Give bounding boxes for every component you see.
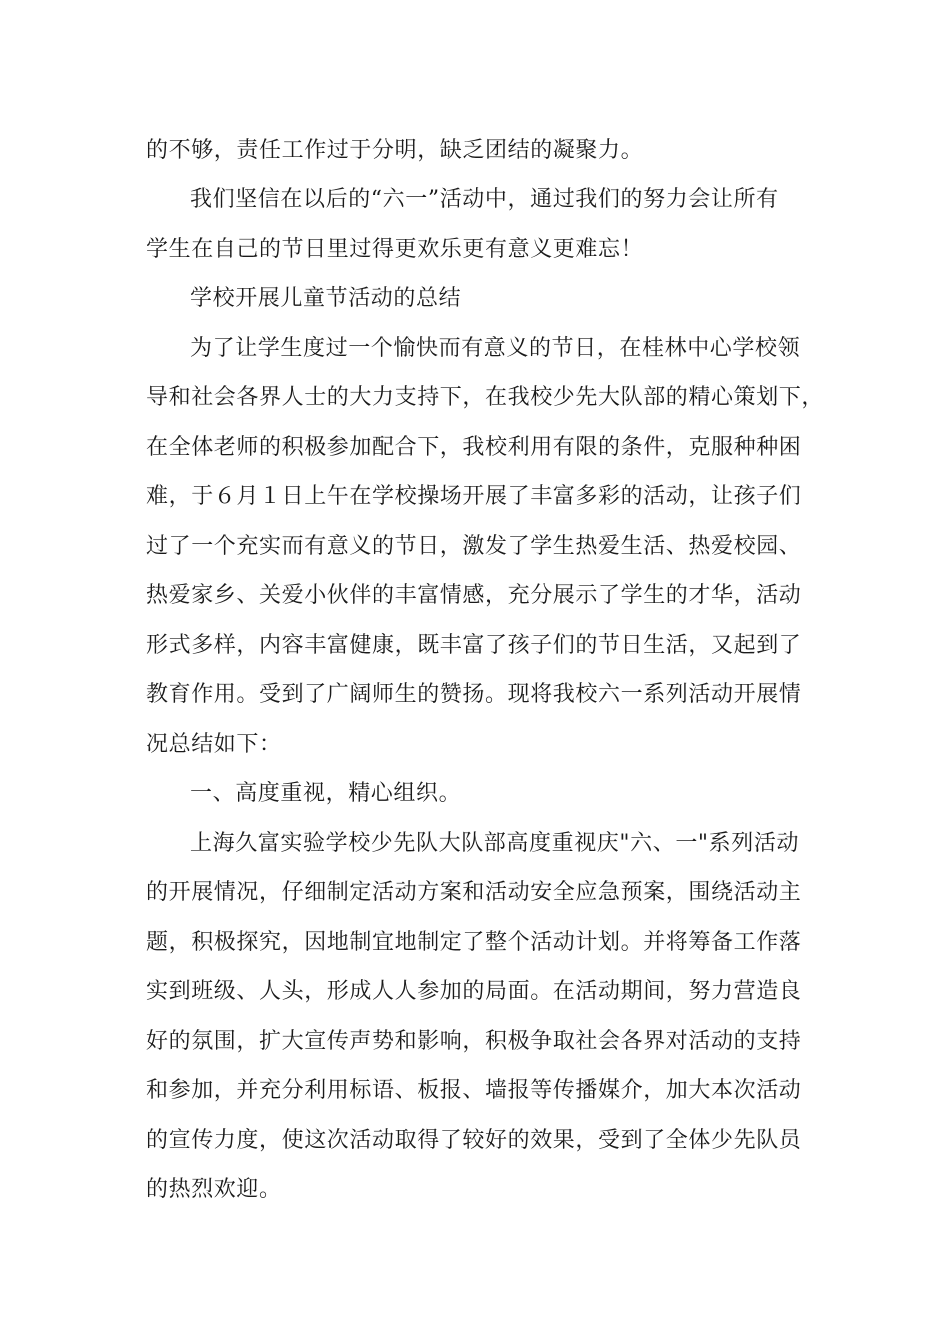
text-line: 导和社会各界人士的大力支持下，在我校少先大队部的精心策划下， [146, 385, 825, 410]
text-line: 实到班级、人头，形成人人参加的局面。在活动期间，努力营造良 [146, 979, 802, 1004]
text-line: 为了让学生度过一个愉快而有意义的节日，在桂林中心学校领 [190, 336, 801, 361]
text-line: 教育作用。受到了广阔师生的赞扬。现将我校六一系列活动开展情 [146, 682, 802, 707]
text-line: 的开展情况，仔细制定活动方案和活动安全应急预案，围绕活动主 [146, 880, 802, 905]
text-line: 的宣传力度，使这次活动取得了较好的效果，受到了全体少先队员 [146, 1128, 802, 1153]
text-line: 的热烈欢迎。 [146, 1177, 282, 1202]
text-line: 况总结如下： [146, 732, 282, 757]
text-line: 题，积极探究，因地制宜地制定了整个活动计划。并将筹备工作落 [146, 930, 802, 955]
text-line: 热爱家乡、关爱小伙伴的丰富情感，充分展示了学生的才华，活动 [146, 583, 802, 608]
text-line: 在全体老师的积极参加配合下，我校利用有限的条件，克服种种困 [146, 435, 802, 460]
text-line: 过了一个充实而有意义的节日，激发了学生热爱生活、热爱校园、 [146, 534, 802, 559]
text-line: 和参加，并充分利用标语、板报、墙报等传播媒介，加大本次活动 [146, 1078, 802, 1103]
section-heading: 一、高度重视，精心组织。 [190, 781, 462, 806]
text-line: 的不够，责任工作过于分明，缺乏团结的凝聚力。 [146, 138, 644, 163]
section-title: 学校开展儿童节活动的总结 [190, 286, 462, 311]
text-line: 形式多样，内容丰富健康，既丰富了孩子们的节日生活，又起到了 [146, 633, 802, 658]
text-line: 难，于６月１日上午在学校操场开展了丰富多彩的活动，让孩子们 [146, 484, 802, 509]
text-line: 上海久富实验学校少先队大队部高度重视庆"六、一"系列活动 [190, 831, 800, 856]
text-line: 好的氛围，扩大宣传声势和影响，积极争取社会各界对活动的支持 [146, 1029, 802, 1054]
text-line: 学生在自己的节日里过得更欢乐更有意义更难忘！ [146, 237, 644, 262]
text-line: 我们坚信在以后的“六一”活动中，通过我们的努力会让所有 [190, 187, 779, 212]
